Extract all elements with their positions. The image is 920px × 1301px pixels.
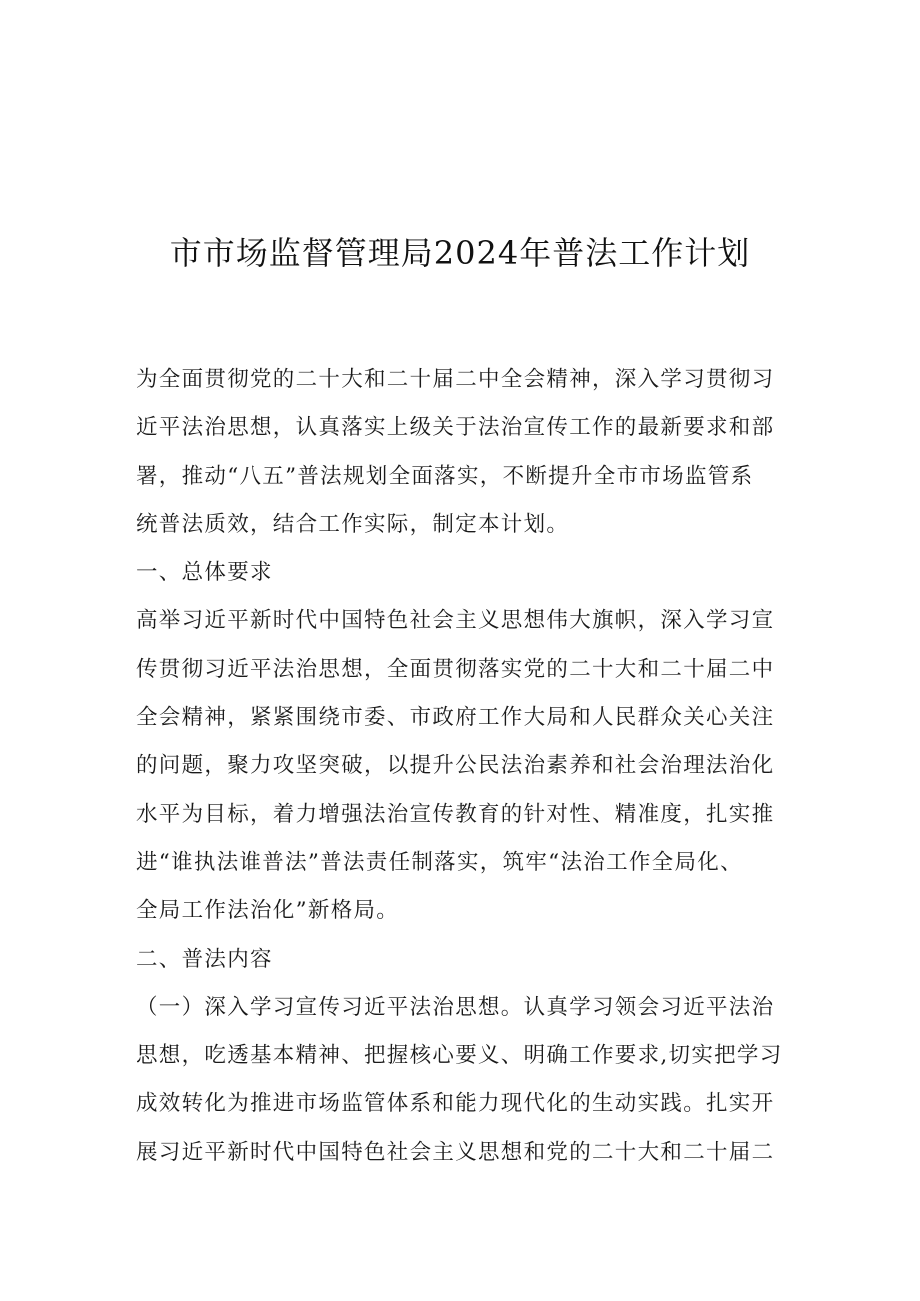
subsection-line: （一）深入学习宣传习近平法治思想。认真学习领会习近平法治 <box>136 994 775 1020</box>
body-line: 全局工作法治化”新格局。 <box>136 898 400 924</box>
body-line: 署，推动“八五”普法规划全面落实，不断提升全市市场监管系 <box>136 463 754 489</box>
body-line: 进“谁执法谁普法”普法责任制落实，筑牢“法治工作全局化、 <box>136 849 743 875</box>
section-heading: 二、普法内容 <box>136 946 273 972</box>
body-line: 为全面贯彻党的二十大和二十届二中全会精神，深入学习贯彻习 <box>136 367 775 392</box>
body-line: 展习近平新时代中国特色社会主义思想和党的二十大和二十届二 <box>136 1139 775 1165</box>
body-line: 传贯彻习近平法治思想，全面贯彻落实党的二十大和二十届二中 <box>136 656 775 682</box>
body-line: 水平为目标，着力增强法治宣传教育的针对性、精准度，扎实推 <box>136 801 775 827</box>
body-line: 高举习近平新时代中国特色社会主义思想伟大旗帜，深入学习宣 <box>136 608 775 634</box>
document-title: 市市场监督管理局2024年普法工作计划 <box>169 234 751 272</box>
body-line: 近平法治思想，认真落实上级关于法治宣传工作的最新要求和部 <box>136 415 775 441</box>
body-line: 的问题，聚力攻坚突破，以提升公民法治素养和社会治理法治化 <box>136 753 775 779</box>
body-line: 统普法质效，结合工作实际，制定本计划。 <box>136 511 570 537</box>
body-line: 全会精神，紧紧围绕市委、市政府工作大局和人民群众关心关注 <box>136 705 775 731</box>
document-body <box>136 356 786 1177</box>
body-line: 成效转化为推进市场监管体系和能力现代化的生动实践。扎实开 <box>136 1091 775 1117</box>
body-line: 思想，吃透基本精神、把握核心要义、明确工作要求,切实把学习 <box>136 1043 783 1069</box>
section-heading: 一、总体要求 <box>136 560 273 586</box>
